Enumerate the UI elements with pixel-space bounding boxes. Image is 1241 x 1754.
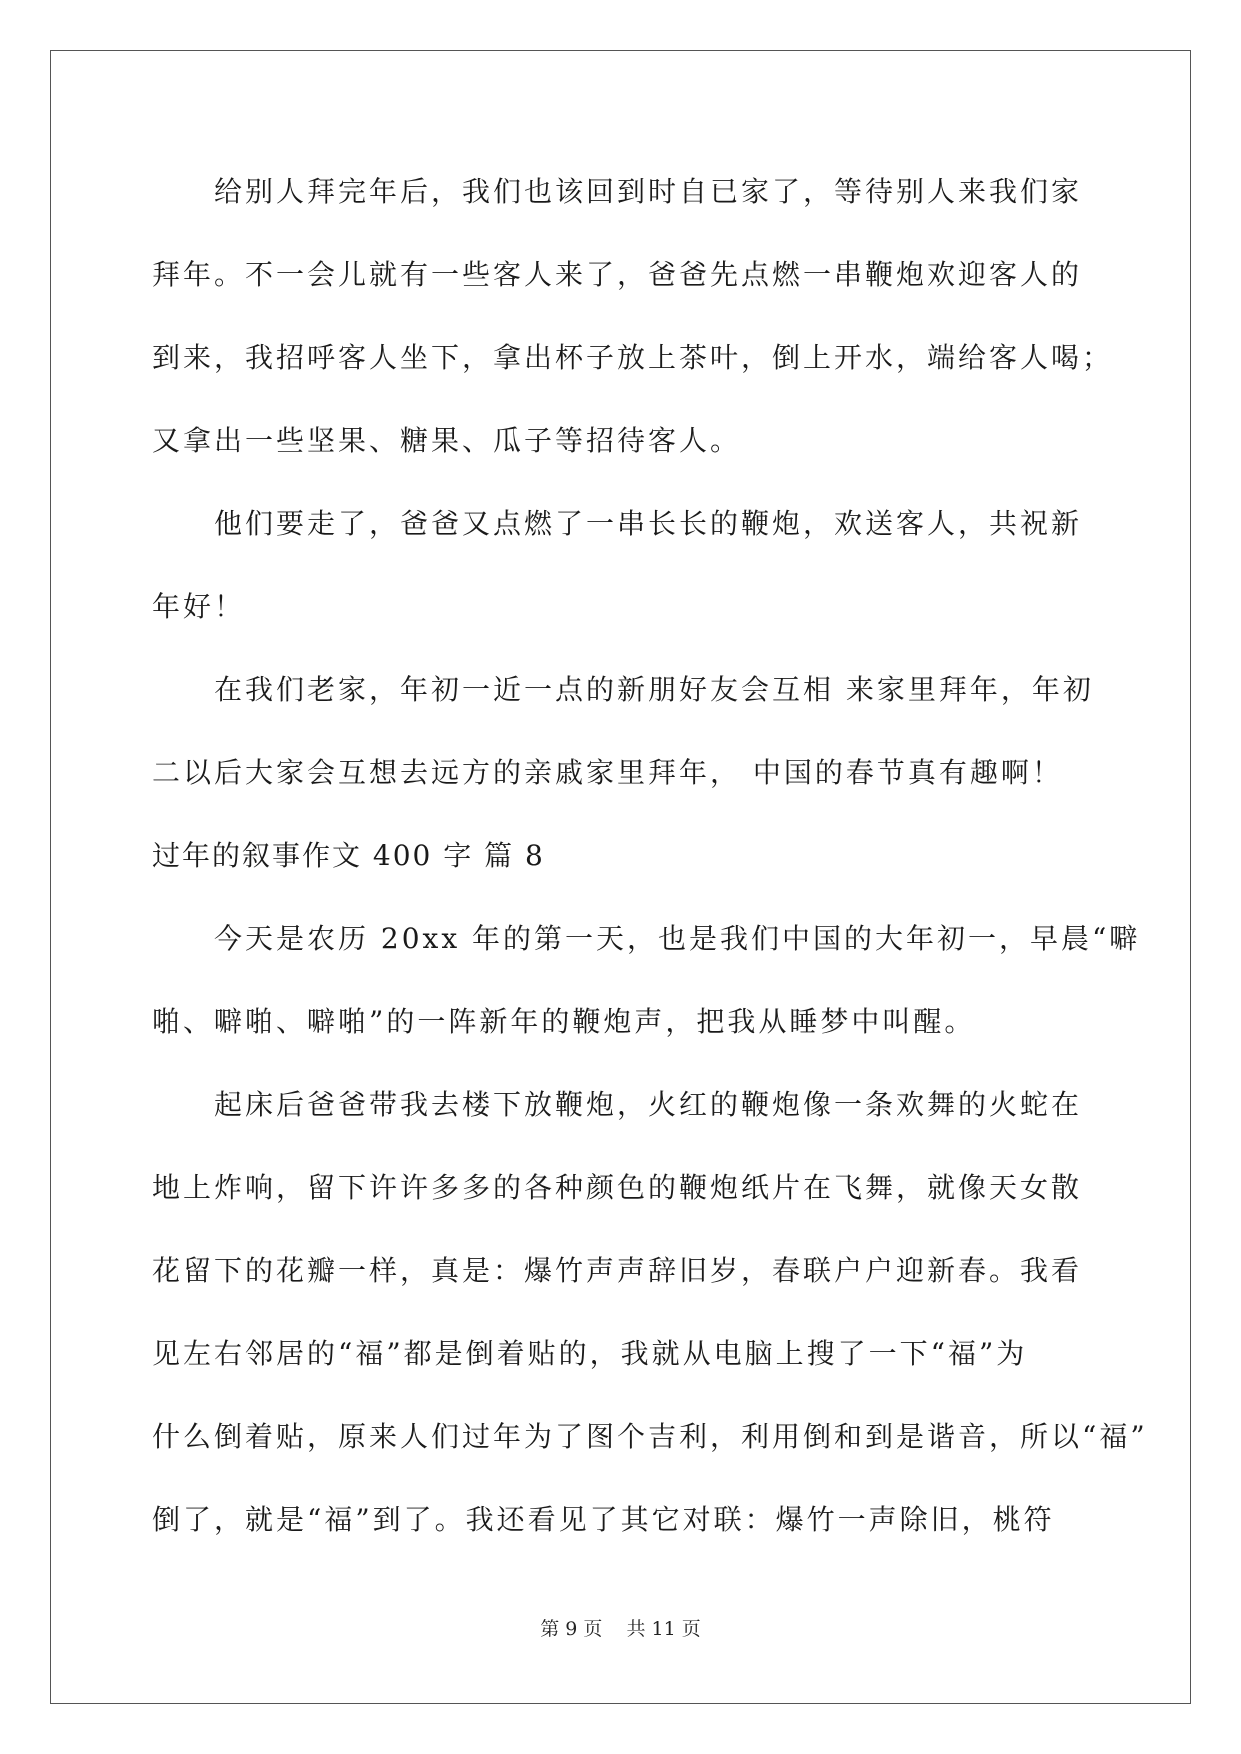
paragraph-line: 在我们老家，年初一近一点的新朋好友会互相 来家里拜年，年初 [214, 673, 1094, 706]
paragraph-line: 花留下的花瓣一样，真是：爆竹声声辞旧岁，春联户户迎新春。我看 [152, 1254, 1083, 1287]
page-number-total: 共 11 页 [626, 1618, 701, 1640]
paragraph-line: 他们要走了，爸爸又点燃了一串长长的鞭炮，欢送客人，共祝新 [214, 507, 1083, 540]
page-footer [0, 1614, 1241, 1641]
paragraph-line: 拜年。不一会儿就有一些客人来了，爸爸先点燃一串鞭炮欢迎客人的 [152, 258, 1083, 291]
paragraph-line: 又拿出一些坚果、糖果、瓜子等招待客人。 [152, 424, 742, 457]
section-heading: 过年的叙事作文 400 字 篇 8 [152, 839, 545, 872]
paragraph-line: 年好！ [152, 590, 246, 623]
document-body [152, 164, 1148, 1575]
page-number-current: 第 9 页 [540, 1618, 603, 1640]
paragraph-line: 给别人拜完年后，我们也该回到时自已家了，等待别人来我们家 [214, 175, 1083, 208]
paragraph-line: 倒了，就是“福”到了。我还看见了其它对联：爆竹一声除旧，桃符 [152, 1503, 1055, 1536]
paragraph-line: 见左右邻居的“福”都是倒着贴的，我就从电脑上搜了一下“福”为 [152, 1337, 1028, 1370]
paragraph-line: 二以后大家会互想去远方的亲戚家里拜年， 中国的春节真有趣啊！ [152, 756, 1063, 789]
paragraph-line: 什么倒着贴，原来人们过年为了图个吉利，利用倒和到是谐音，所以“福” [152, 1420, 1148, 1453]
paragraph-line: 起床后爸爸带我去楼下放鞭炮，火红的鞭炮像一条欢舞的火蛇在 [214, 1088, 1083, 1121]
paragraph-line: 今天是农历 20xx 年的第一天，也是我们中国的大年初一，早晨“噼 [214, 922, 1141, 955]
paragraph-line: 啪、噼啪、噼啪”的一阵新年的鞭炮声，把我从睡梦中叫醒。 [152, 1005, 976, 1038]
paragraph-line: 到来，我招呼客人坐下，拿出杯子放上茶叶，倒上开水，端给客人喝； [152, 341, 1114, 374]
paragraph-line: 地上炸响，留下许许多多的各种颜色的鞭炮纸片在飞舞，就像天女散 [152, 1171, 1083, 1204]
